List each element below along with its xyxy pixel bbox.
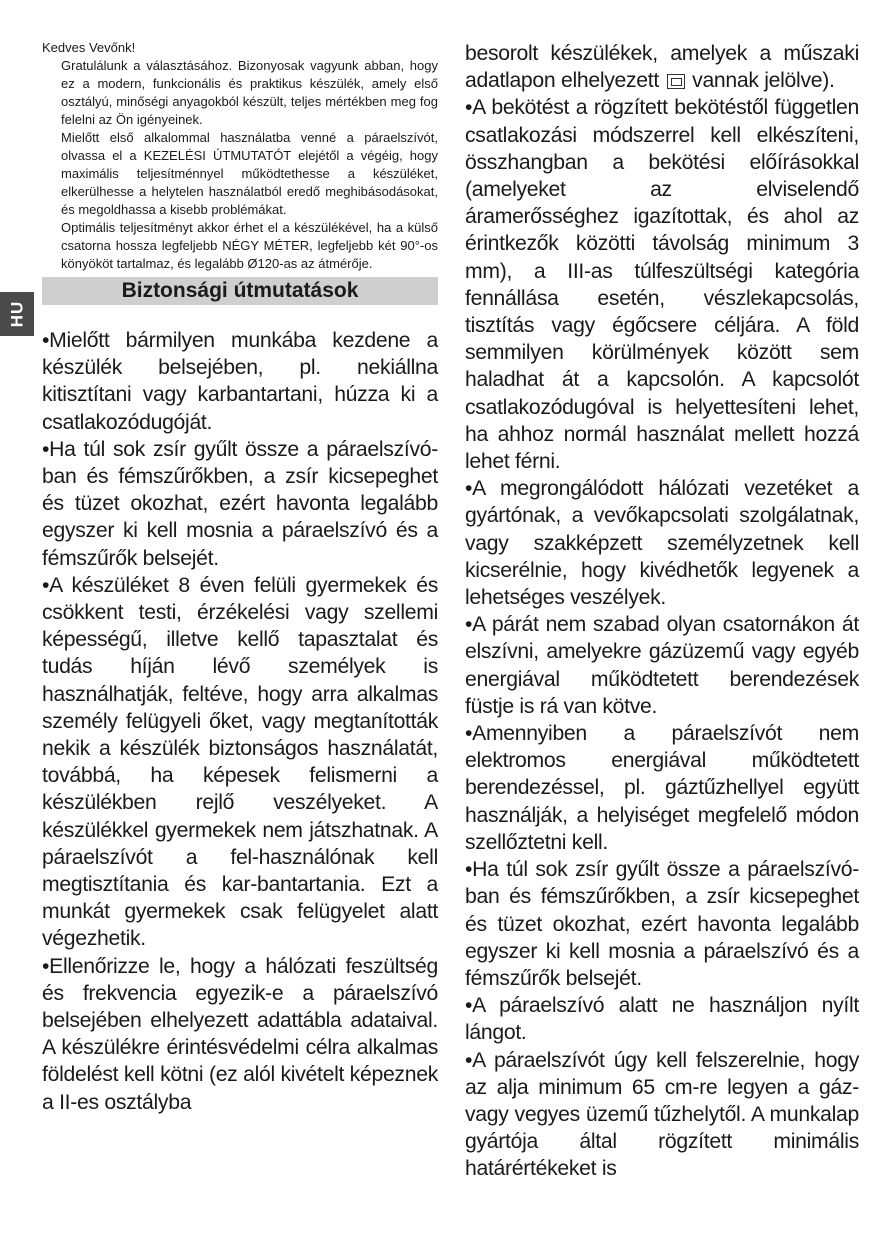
right-column (465, 40, 859, 1183)
continued-paragraph (465, 40, 859, 94)
safety-bullet: •Mielőtt bármilyen munkába kezdene a készülék belsejében, pl. nekiállna kitisztítani vagy karbantartani, húzza ki a csatlakozódugóját. (42, 329, 438, 434)
safety-bullet: •Ha túl sok zsír gyűlt össze a páraelszívó-ban és fémszűrőkben, a zsír kicsepeghet és tüzet okozhat, ezért havonta legalább egyszer ki kell mosnia a páraelszívó és a fémszűrők belsejét. (465, 858, 859, 990)
safety-bullet: •A párát nem szabad olyan csatornákon át elszívni, amelyekre gázüzemű vagy egyéb energiával működtetett berendezések füstje is rá van kötve. (465, 613, 859, 718)
intro-paragraph: Mielőtt első alkalommal használatba venné a páraelszívót, olvassa el a KEZELÉSI ÚTMUTATÓT elejétől a végéig, hogy maximális teljesítménnyel működtethesse a készüléket, elkerülhesse a helytelen használatból eredő meghibásodásokat, és megoldhassa a kisebb problémákat. (61, 130, 438, 217)
left-bullet-list (42, 327, 438, 1116)
safety-bullet: •Amennyiben a páraelszívót nem elektromos energiával működtetett berendezéssel, pl. gáztűzhellyel együtt használják, a helyiséget megfelelő módon szellőztetni kell. (465, 722, 859, 854)
safety-bullet: •Ellenőrizze le, hogy a hálózati feszültség és frekvencia egyezik-e a páraelszívó belsejében elhelyezett adattábla adataival. A készülékre érintésvédelmi célra alkalmas földelést kell kötni (ez alól kivételt képeznek a II-es osztályba (42, 954, 438, 1114)
safety-bullet: •Ha túl sok zsír gyűlt össze a páraelszívó-ban és fémszűrőkben, a zsír kicsepeghet és tüzet okozhat, ezért havonta legalább egyszer ki kell mosnia a páraelszívó és a fémszűrők belsejét. (42, 437, 438, 570)
greeting: Kedves Vevőnk! (42, 40, 136, 55)
continued-text-start: besorolt készülékek, amelyek a műszaki adatlapon elhelyezett (465, 42, 859, 93)
section-heading: Biztonsági útmutatások (42, 277, 438, 305)
language-tab (0, 292, 34, 336)
safety-bullet: •A készüléket 8 éven felüli gyermekek és csökkent testi, érzékelési vagy szellemi képességű, illetve kellő tapasztalat és tudás híján lévő személyek is használhatják, feltéve, hogy arra alkalmas személy felügyeli őket, vagy megtanították nekik a készülék biztonságos használatát, továbbá, ha képesek felismerni a készülékben rejlő veszélyeket. A készülékkel gyermekek nem játszhatnak. A páraelszívót a fel-használónak kell megtisztítania és kar-bantartania. Ezt a munkát gyermekek csak felügyelet alatt végezhetik. (42, 573, 438, 951)
safety-bullet: •A bekötést a rögzített bekötéstől független csatlakozási módszerrel kell elkészíteni, összhangban a bekötési előírásokkal (amelyeket az elviselendő áramerősséghez igazítottak, és ahol az érintkezők közötti távolság minimum 3 mm), a III-as túlfeszültségi kategória fennállása esetén, vészlekapcsolás, tisztítás vagy égőcsere céljára. A föld semmilyen körülmények között sem haladhat át a kapcsolón. A kapcsolót csatlakozódugóval is helyettesíteni lehet, ha ahhoz normál használat mellett hozzá lehet férni. (465, 96, 859, 474)
intro-paragraph: Gratulálunk a választásához. Bizonyosak vagyunk abban, hogy ez a modern, funkcionális és praktikus készülék, amely első osztályú, minőségi anyagokból készült, teljes mértékben meg fog felelni az Ön igényeinek. (61, 58, 438, 127)
language-label: HU (7, 300, 26, 328)
safety-bullet: •A megrongálódott hálózati vezetéket a gyártónak, a vevőkapcsolati szolgálatnak, vagy szakképzett személyzetnek kell kicserélnie, hogy kivédhetők legyenek a lehetséges veszélyek. (465, 477, 859, 610)
intro-section (42, 57, 438, 273)
safety-bullet: •A páraelszívót úgy kell felszerelnie, hogy az alja minimum 65 cm-re legyen a gáz- vagy vegyes üzemű tűzhelytől. A munkalap gyártója által rögzített minimális határértékeket is (465, 1048, 859, 1181)
safety-bullet: •A páraelszívó alatt ne használjon nyílt lángot. (465, 994, 859, 1045)
left-column (42, 40, 438, 1116)
continued-text-end: vannak jelölve). (692, 69, 835, 93)
class-ii-symbol-icon (667, 74, 685, 89)
intro-paragraph: Optimális teljesítményt akkor érhet el a készülékével, ha a külső csatorna hossza legfeljebb NÉGY MÉTER, legfeljebb két 90°-os könyököt tartalmaz, és legalább Ø120-as az átmérője. (61, 220, 438, 271)
